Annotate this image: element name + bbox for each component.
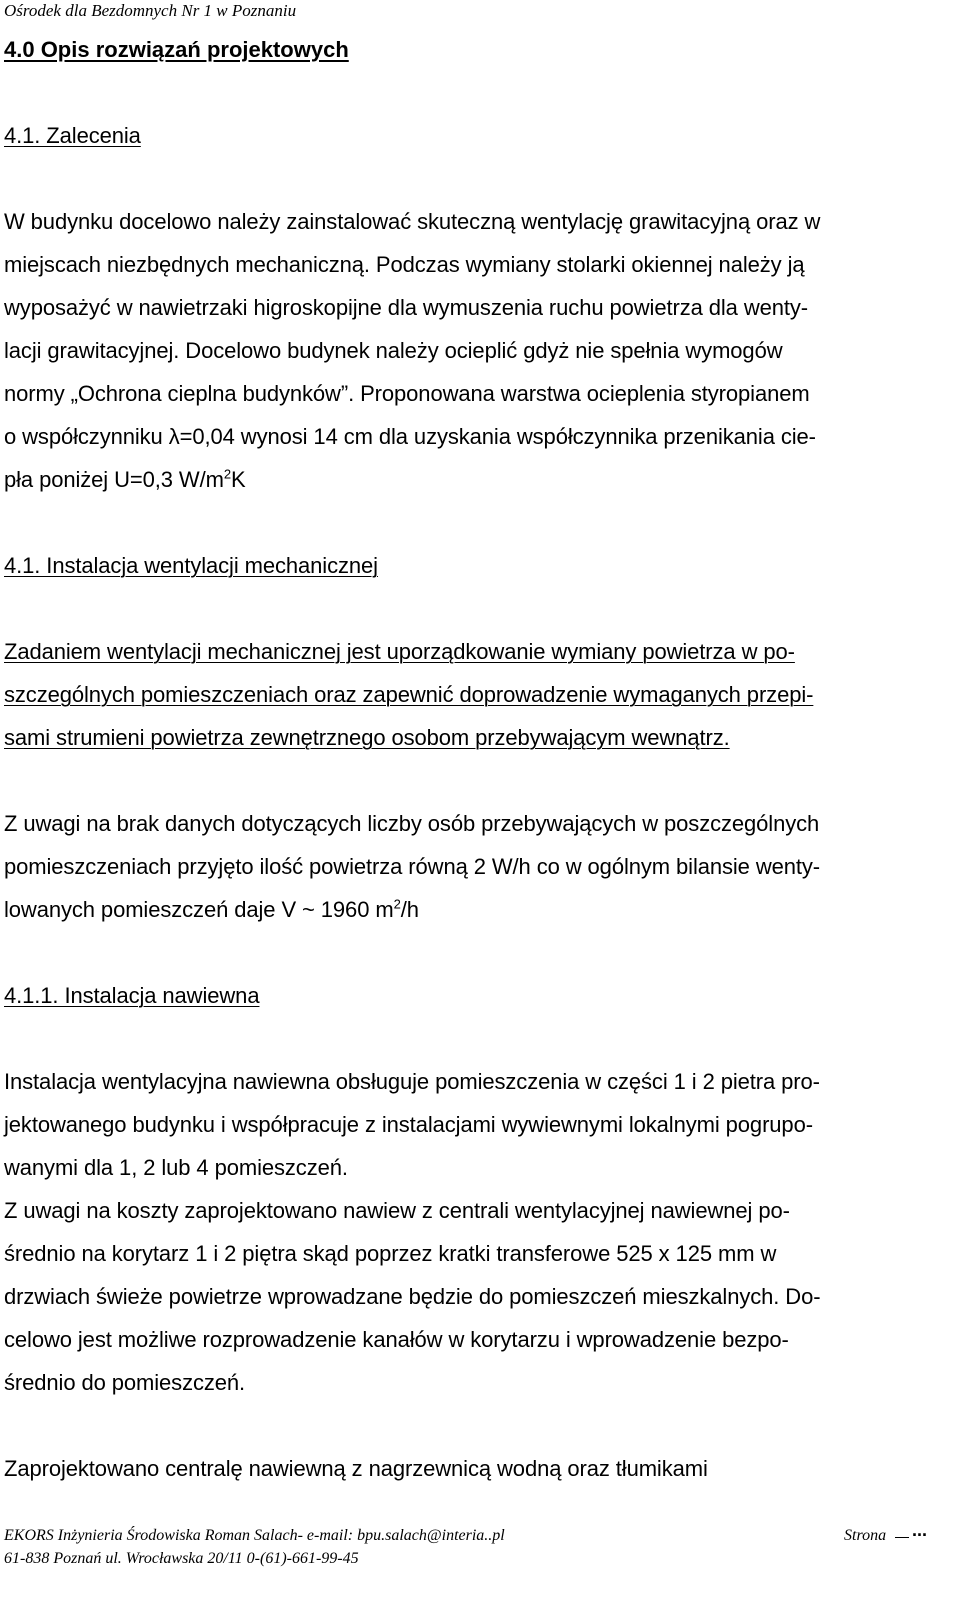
- paragraph-line: normy „Ochrona cieplna budynków”. Proponowana warstwa ocieplenia styropianem: [4, 381, 810, 406]
- footer-company: EKORS Inżynieria Środowiska Roman Salach- e-mail: bpu.salach@interia..pl: [4, 1527, 505, 1544]
- paragraph-line: wanymi dla 1, 2 lub 4 pomieszczeń.: [4, 1155, 348, 1180]
- paragraph-text: /h: [400, 897, 419, 922]
- paragraph-line: Z uwagi na brak danych dotyczących liczby osób przebywających w poszczególnych: [4, 811, 820, 836]
- section-heading-4-0: 4.0 Opis rozwiązań projektowych: [4, 37, 349, 62]
- section-heading-4-1-1: 4.1.1. Instalacja nawiewna: [4, 983, 260, 1008]
- paragraph-line: średnio na korytarz 1 i 2 piętra skąd poprzez kratki transferowe 525 x 125 mm w: [4, 1241, 777, 1266]
- footer-page-label: Strona: [844, 1527, 887, 1544]
- paragraph-text: K: [230, 467, 246, 492]
- paragraph-line: średnio do pomieszczeń.: [4, 1370, 246, 1395]
- footer-address: 61-838 Poznań ul. Wrocławska 20/11 0-(61)-661-99-45: [4, 1550, 359, 1567]
- paragraph-line: miejscach niezbędnych mechaniczną. Podczas wymiany stolarki okiennej należy ją: [4, 252, 805, 277]
- paragraph-text: pła poniżej U=0,3 W/m: [4, 467, 224, 492]
- superscript: 2: [393, 896, 401, 912]
- paragraph-line: W budynku docelowo należy zainstalować skuteczną wentylację grawitacyjną oraz w: [4, 209, 821, 234]
- paragraph-text: lowanych pomieszczeń daje V ~ 1960 m: [4, 897, 394, 922]
- paragraph-line: drzwiach świeże powietrze wprowadzane będzie do pomieszczeń mieszkalnych. Do-: [4, 1284, 821, 1309]
- paragraph-line: [4, 467, 246, 493]
- paragraph-line: Zaprojektowano centralę nawiewną z nagrzewnicą wodną oraz tłumikami: [4, 1456, 708, 1481]
- paragraph-line: Instalacja wentylacyjna nawiewna obsługuje pomieszczenia w części 1 i 2 pietra pro-: [4, 1069, 820, 1094]
- section-heading-4-1: 4.1. Zalecenia: [4, 123, 141, 148]
- section-heading-4-1-mech: 4.1. Instalacja wentylacji mechanicznej: [4, 553, 378, 578]
- paragraph-line: lacji grawitacyjnej. Docelowo budynek należy ocieplić gdyż nie spełnia wymogów: [4, 338, 783, 363]
- paragraph-line: o współczynniku λ=0,04 wynosi 14 cm dla uzyskania współczynnika przenikania cie-: [4, 424, 816, 449]
- footer-page-number: ...: [912, 1520, 928, 1540]
- paragraph-line: Z uwagi na koszty zaprojektowano nawiew z centrali wentylacyjnej nawiewnej po-: [4, 1198, 790, 1223]
- paragraph-line: szczególnych pomieszczeniach oraz zapewnić doprowadzenie wymaganych przepi-: [4, 682, 814, 707]
- paragraph-line: Zadaniem wentylacji mechanicznej jest uporządkowanie wymiany powietrza w po-: [4, 639, 795, 664]
- paragraph-line: celowo jest możliwe rozprowadzenie kanałów w korytarzu i wprowadzenie bezpo-: [4, 1327, 789, 1352]
- footer-rule: [895, 1537, 909, 1538]
- paragraph-line: wyposażyć w nawietrzaki higroskopijne dla wymuszenia ruchu powietrza dla wenty-: [4, 295, 809, 320]
- paragraph-line: [4, 897, 419, 923]
- paragraph-line: pomieszczeniach przyjęto ilość powietrza równą 2 W/h co w ogólnym bilansie wenty-: [4, 854, 821, 879]
- paragraph-line: sami strumieni powietrza zewnętrznego osobom przebywającym wewnątrz.: [4, 725, 730, 750]
- superscript: 2: [223, 466, 231, 482]
- running-header: Ośrodek dla Bezdomnych Nr 1 w Poznaniu: [4, 1, 297, 20]
- paragraph-line: jektowanego budynku i współpracuje z instalacjami wywiewnymi lokalnymi pogrupo-: [4, 1112, 813, 1137]
